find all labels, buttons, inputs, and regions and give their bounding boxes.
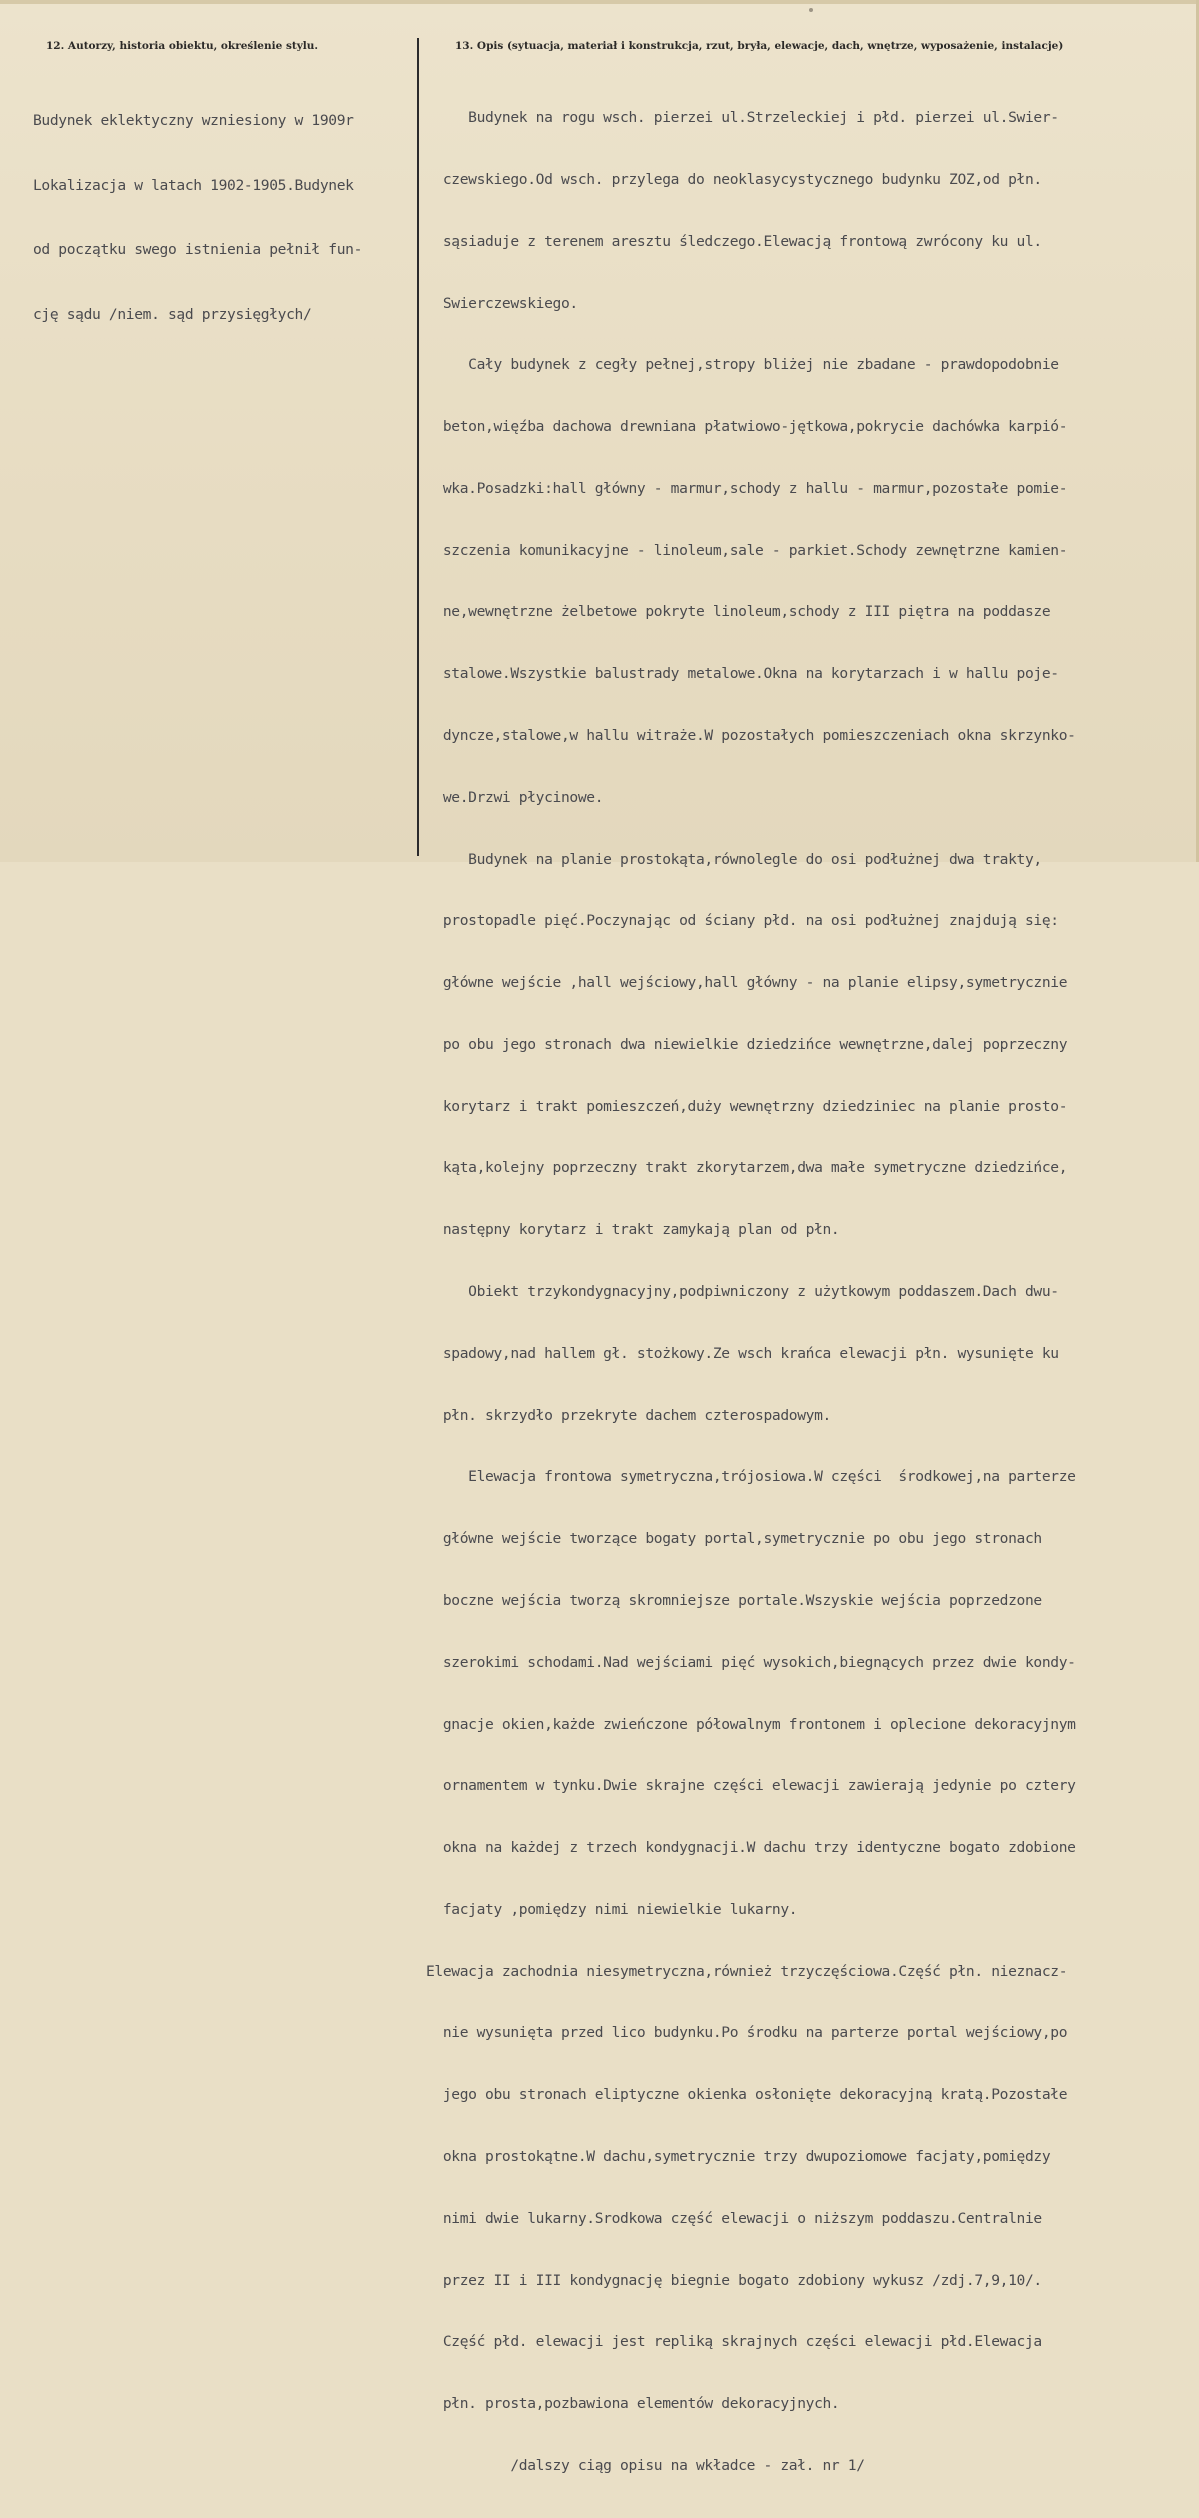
text-line: od początku swego istnienia pełnił fun-: [33, 241, 363, 258]
text-line: szerokimi schodami.Nad wejściami pięć wysokich,biegnących przez dwie kondy-: [426, 1653, 1076, 1671]
text-line: główne wejście tworzące bogaty portal,symetrycznie po obu jego stronach: [426, 1530, 1042, 1548]
text-line: nimi dwie lukarny.Srodkowa część elewacji o niższym poddaszu.Centralnie: [426, 2209, 1042, 2227]
text-line: Elewacja frontowa symetryczna,trójosiowa.W części środkowej,na parterze: [426, 1468, 1076, 1486]
text-line: /dalszy ciąg opisu na wkładce - zał. nr 1/: [426, 2456, 865, 2474]
text-line: cję sądu /niem. sąd przysięgłych/: [33, 305, 312, 323]
text-line: korytarz i trakt pomieszczeń,duży wewnętrzny dziedziniec na planie prosto-: [426, 1097, 1068, 1115]
paper-top-edge: [0, 0, 1199, 4]
text-line: ornamentem w tynku.Dwie skrajne części elewacji zawierają jedynie po cztery: [426, 1777, 1076, 1795]
text-line: facjaty ,pomiędzy nimi niewielkie lukarny.: [426, 1900, 798, 1918]
text-line: okna na każdej z trzech kondygnacji.W dachu trzy identyczne bogato zdobione: [426, 1839, 1076, 1857]
text-line: Budynek na rogu wsch. pierzei ul.Strzeleckiej i płd. pierzei ul.Swier-: [426, 109, 1059, 127]
text-line: Cały budynek z cegły pełnej,stropy bliżej nie zbadane - prawdopodobnie: [426, 356, 1059, 374]
text-line: wka.Posadzki:hall główny - marmur,schody z hallu - marmur,pozostałe pomie-: [426, 479, 1068, 497]
text-line: jego obu stronach eliptyczne okienka osłonięte dekoracyjną kratą.Pozostałe: [426, 2086, 1068, 2104]
text-line: czewskiego.Od wsch. przylega do neoklasycystycznego budynku ZOZ,od płn.: [426, 170, 1042, 188]
text-line: Obiekt trzykondygnacyjny,podpiwniczony z użytkowym poddaszem.Dach dwu-: [426, 1283, 1059, 1301]
text-line: przez II i III kondygnację biegnie bogato zdobiony wykusz /zdj.7,9,10/.: [426, 2271, 1042, 2289]
text-line: dyncze,stalowe,w hallu witraże.W pozostałych pomieszczeniach okna skrzynko-: [426, 727, 1076, 744]
column-divider: [417, 38, 419, 856]
text-line: ne,wewnętrzne żelbetowe pokryte linoleum,schody z III piętra na poddasze: [426, 603, 1051, 621]
text-line: następny korytarz i trakt zamykają plan od płn.: [426, 1221, 840, 1239]
text-line: po obu jego stronach dwa niewielkie dziedzińce wewnętrzne,dalej poprzeczny: [426, 1035, 1068, 1053]
text-line: Elewacja zachodnia niesymetryczna,również trzyczęściowa.Część płn. nieznacz-: [426, 1962, 1068, 1980]
text-line: boczne wejścia tworzą skromniejsze portale.Wszyskie wejścia poprzedzone: [426, 1591, 1042, 1609]
text-line: płn. prosta,pozbawiona elementów dekoracyjnych.: [426, 2395, 840, 2413]
text-line: Budynek na planie prostokąta,równolegle do osi podłużnej dwa trakty,: [426, 850, 1042, 868]
section-12-header: 12. Autorzy, historia obiektu, określenie stylu.: [46, 40, 319, 52]
text-line: we.Drzwi płycinowe.: [426, 788, 604, 806]
section-13-header: 13. Opis (sytuacja, materiał i konstrukcja, rzut, bryła, elewacje, dach, wnętrze, wyposażenie, instalacje): [455, 40, 1064, 52]
text-line: kąta,kolejny poprzeczny trakt zkorytarzem,dwa małe symetryczne dziedzińce,: [426, 1159, 1068, 1177]
text-line: płn. skrzydło przekryte dachem czterospadowym.: [426, 1406, 831, 1424]
text-line: Lokalizacja w latach 1902-1905.Budynek: [33, 176, 354, 194]
text-line: okna prostokątne.W dachu,symetrycznie trzy dwupoziomowe facjaty,pomiędzy: [426, 2147, 1051, 2165]
text-line: nie wysunięta przed lico budynku.Po środku na parterze portal wejściowy,po: [426, 2024, 1068, 2042]
text-line: beton,więźba dachowa drewniana płatwiowo-jętkowa,pokrycie dachówka karpió-: [426, 418, 1068, 436]
text-line: główne wejście ,hall wejściowy,hall główny - na planie elipsy,symetrycznie: [426, 974, 1068, 992]
text-line: Budynek eklektyczny wzniesiony w 1909r: [33, 112, 354, 129]
text-line: szczenia komunikacyjne - linoleum,sale - parkiet.Schody zewnętrzne kamien-: [426, 541, 1068, 559]
description-text: [426, 67, 1076, 2518]
text-line: Swierczewskiego.: [426, 294, 578, 312]
text-line: gnacje okien,każde zwieńczone półowalnym frontonem i oplecione dekoracyjnym: [426, 1715, 1076, 1733]
punch-mark: [809, 8, 813, 12]
history-text: [33, 67, 362, 368]
text-line: stalowe.Wszystkie balustrady metalowe.Okna na korytarzach i w hallu poje-: [426, 665, 1059, 683]
text-line: sąsiaduje z terenem aresztu śledczego.Elewacją frontową zwrócony ku ul.: [426, 232, 1042, 250]
text-line: prostopadle pięć.Poczynając od ściany płd. na osi podłużnej znajdują się:: [426, 912, 1059, 930]
text-line: Część płd. elewacji jest repliką skrajnych części elewacji płd.Elewacja: [426, 2333, 1042, 2351]
text-line: spadowy,nad hallem gł. stożkowy.Ze wsch krańca elewacji płn. wysunięte ku: [426, 1344, 1059, 1362]
